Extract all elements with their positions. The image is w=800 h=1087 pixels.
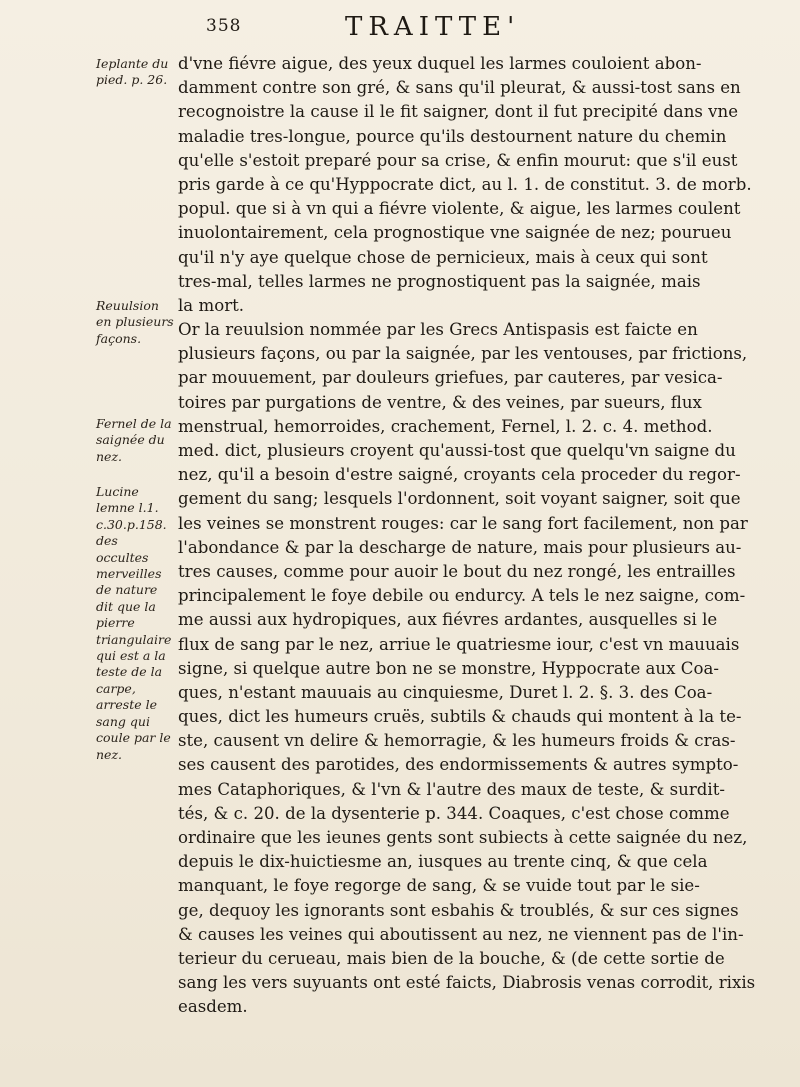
text-line: me aussi aux hydropiques, aux fiévres ardantes, ausquelles si le <box>178 610 718 630</box>
text-line: flux de sang par le nez, arriue le quatriesme iour, c'est vn mauuais <box>178 634 740 654</box>
margin-note: Fernel de la saignée du nez. <box>96 416 172 464</box>
text-line: inuolontairement, cela prognostique vne saignée de nez; pourueu <box>178 223 732 243</box>
running-title: TRAITTE' <box>345 12 521 42</box>
text-line: easdem. <box>178 997 248 1017</box>
text-line: ques, dict les humeurs cruës, subtils & chauds qui montent à la te- <box>178 707 742 727</box>
margin-note: Reuulsion en plusieurs façons. <box>96 298 174 346</box>
text-line: gement du sang; lesquels l'ordonnent, soit voyant saigner, soit que <box>178 489 741 509</box>
text-line: signe, si quelque autre bon ne se monstre, Hyppocrate aux Coa- <box>178 658 719 678</box>
text-line: la mort. <box>178 295 245 315</box>
margin-note: Lucine lemne l.1. c.30.p.158. des occultes merveilles de nature dit que la pierre triangulaire qui est a la teste de la carpe, arreste le sang qui coule par le nez. <box>96 484 172 762</box>
text-line: maladie tres-longue, pource qu'ils destournent nature du chemin <box>178 126 727 146</box>
text-line: les veines se monstrent rouges: car le sang fort facilement, non par <box>178 513 748 533</box>
text-line: ordinaire que les ieunes gents sont subiects à cette saignée du nez, <box>178 828 748 847</box>
text-line: recognoistre la cause il le fit saigner, dont il fut precipité dans vne <box>178 102 739 122</box>
text-line: sang les vers suyuants ont esté faicts, Diabrosis venas corrodit, rixis <box>178 973 756 993</box>
text-line: pris garde à ce qu'Hyppocrate dict, au l. 1. de constitut. 3. de morb. <box>178 174 752 194</box>
page-number: 358 <box>206 16 242 36</box>
text-line: ques, n'estant mauuais au cinquiesme, Duret l. 2. §. 3. des Coa- <box>178 682 713 702</box>
text-line: plusieurs façons, ou par la saignée, par les ventouses, par frictions, <box>178 344 748 364</box>
text-line: qu'elle s'estoit preparé pour sa crise, & enfin mourut: que s'il eust <box>178 150 738 170</box>
text-line: d'vne fiévre aigue, des yeux duquel les larmes couloient abon- <box>178 54 702 73</box>
text-line: l'abondance & par la descharge de nature, mais pour plusieurs au- <box>178 537 742 557</box>
text-line: depuis le dix-huictiesme an, iusques au trente cinq, & que cela <box>178 852 708 872</box>
text-line: ste, causent vn delire & hemorragie, & les humeurs froids & cras- <box>178 731 736 751</box>
text-line: Or la reuulsion nommée par les Grecs Antispasis est faicte en <box>178 320 698 340</box>
text-line: par mouuement, par douleurs griefues, par cauteres, par vesica- <box>178 368 723 388</box>
text-line: terieur du cerueau, mais bien de la bouche, & (de cette sortie de <box>178 948 725 968</box>
body-text <box>178 52 784 1020</box>
text-line: tés, & c. 20. de la dysenterie p. 344. Coaques, c'est chose comme <box>178 803 730 823</box>
page-header <box>0 12 800 44</box>
text-line: med. dict, plusieurs croyent qu'aussi-tost que quelqu'vn saigne du <box>178 441 736 460</box>
text-line: tres-mal, telles larmes ne prognostiquent pas la saignée, mais <box>178 271 701 291</box>
text-line: nez, qu'il a besoin d'estre saigné, croyants cela proceder du regor- <box>178 465 741 485</box>
text-line: manquant, le foye regorge de sang, & se vuide tout par le sie- <box>178 876 700 896</box>
text-line: popul. que si à vn qui a fiévre violente, & aigue, les larmes coulent <box>178 199 741 219</box>
text-line: ses causent des parotides, des endormissements & autres sympto- <box>178 755 739 775</box>
text-line: ge, dequoy les ignorants sont esbahis & troublés, & sur ces signes <box>178 900 739 920</box>
text-line: & causes les veines qui aboutissent au nez, ne viennent pas de l'in- <box>178 924 744 944</box>
margin-note: Ieplante du pied. p. 26. <box>96 56 169 88</box>
text-line: mes Cataphoriques, & l'vn & l'autre des maux de teste, & surdit- <box>178 779 725 799</box>
text-line: toires par purgations de ventre, & des veines, par sueurs, flux <box>178 392 702 412</box>
text-line: menstrual, hemorroides, crachement, Fernel, l. 2. c. 4. method. <box>178 416 713 436</box>
text-line: tres causes, comme pour auoir le bout du nez rongé, les entrailles <box>178 561 736 581</box>
text-line: principalement le foye debile ou endurcy. A tels le nez saigne, com- <box>178 586 746 606</box>
text-line: damment contre son gré, & sans qu'il pleurat, & aussi-tost sans en <box>178 78 741 98</box>
text-line: qu'il n'y aye quelque chose de pernicieux, mais à ceux qui sont <box>178 247 708 267</box>
